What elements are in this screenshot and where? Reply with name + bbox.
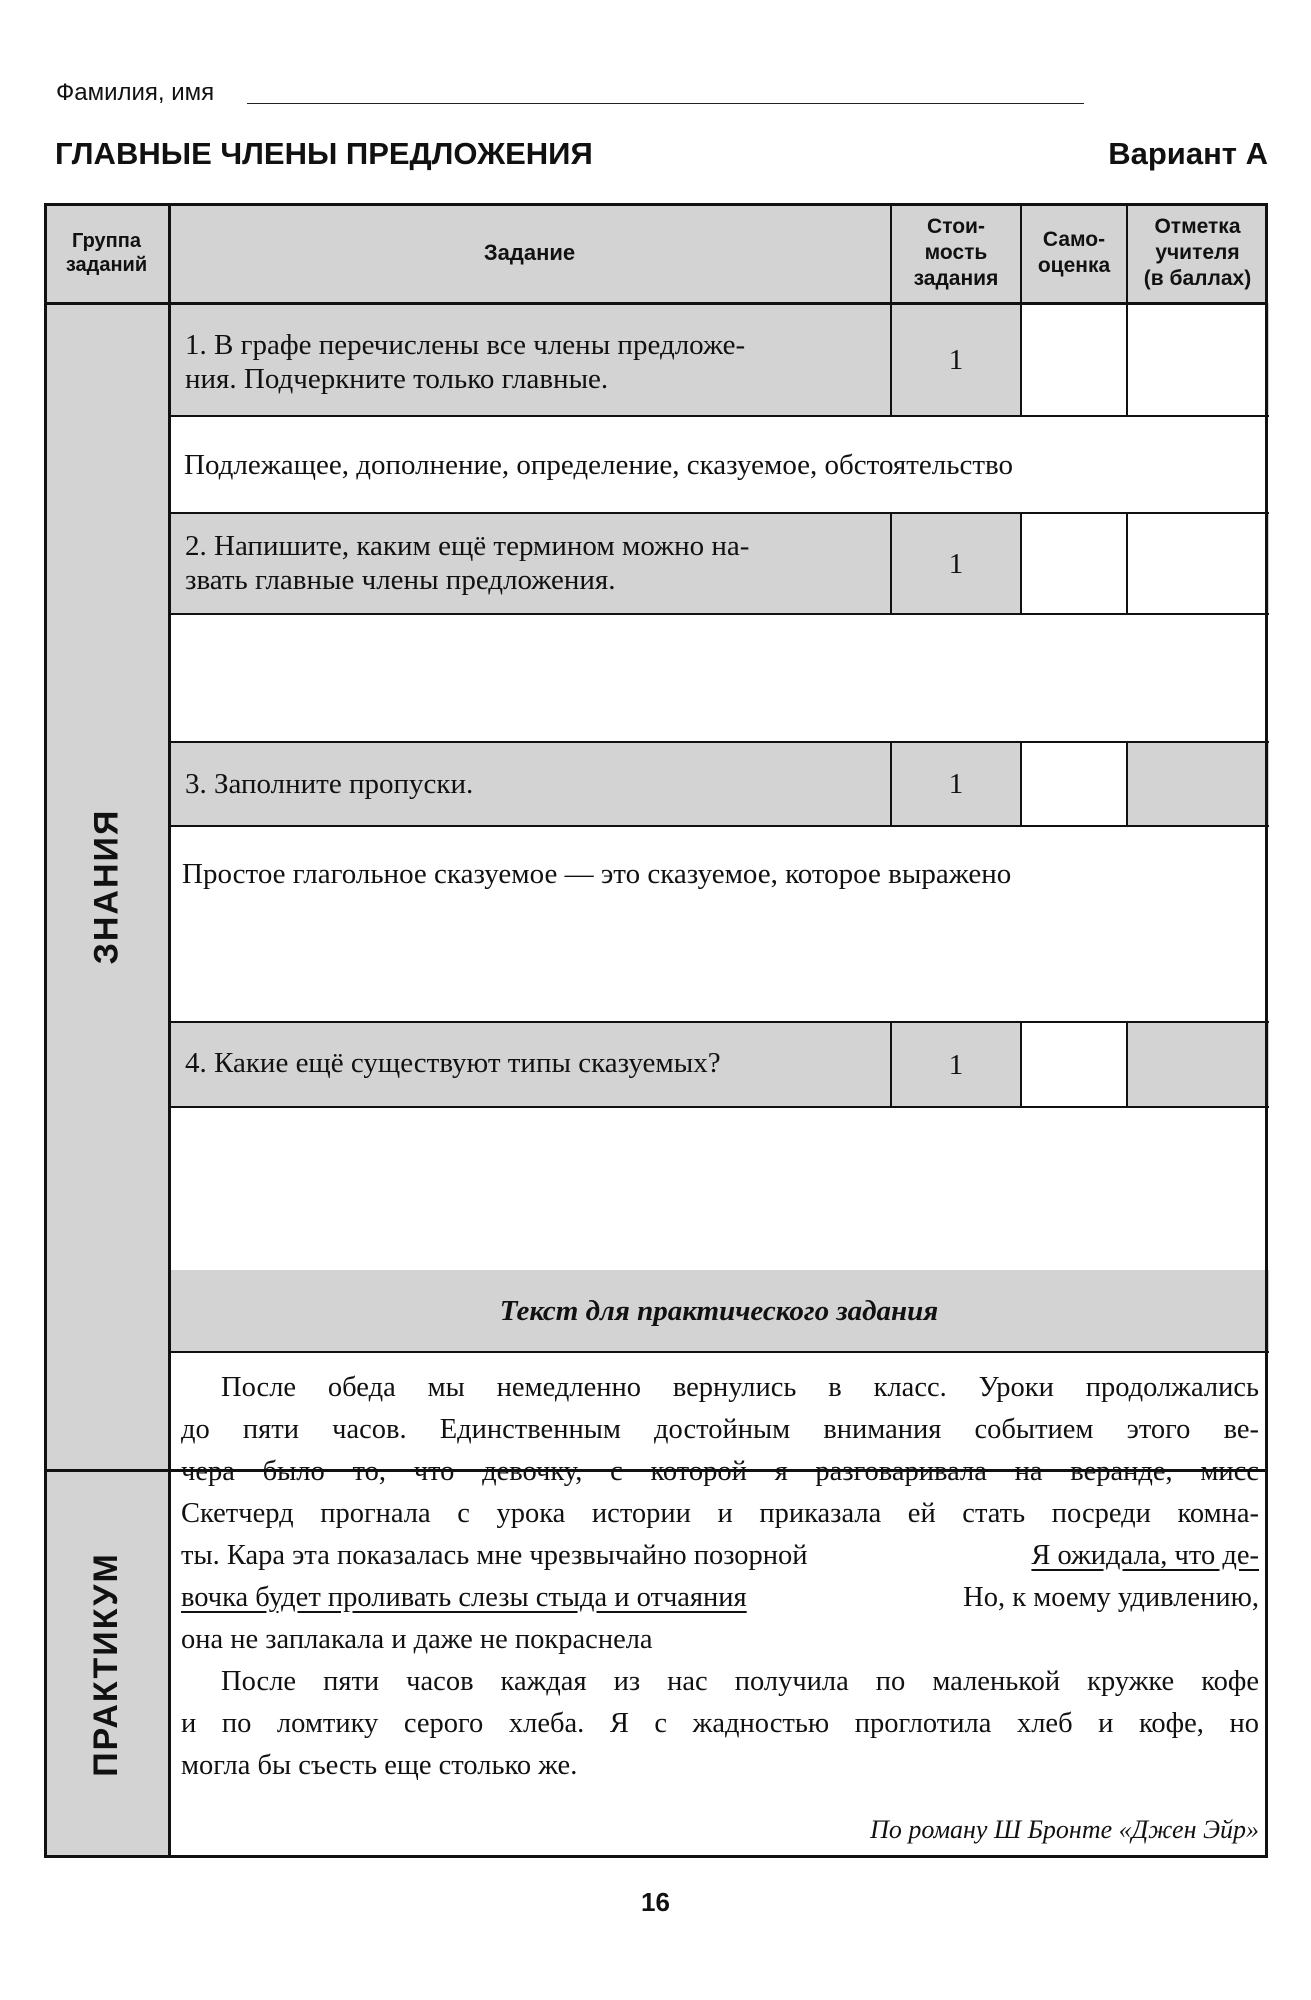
col-line [1126,303,1128,416]
task4-text [185,1046,885,1080]
practice-line [181,1367,1259,1409]
task1-content[interactable]: Подлежащее, дополнение, определение, сказуемое, обстоятельство [184,449,1014,481]
header-group-line: Группа [72,230,141,252]
col-line [1126,513,1128,614]
practice-line [181,1409,1259,1451]
header-task: Задание [483,240,576,265]
practice-text-segment: Но, к моему удивлению, [963,1582,1259,1613]
group-label-knowledge: ЗНАНИЯ [87,808,125,965]
practice-line [181,1451,1259,1493]
group-label-practicum-cell [44,1470,169,1858]
task1-line: 1. В графе перечислены все члены предложе- [185,329,746,361]
practice-text-segment: Скетчерд прогнала с урока истории и приказала ей стать посреди комна- [181,1498,1259,1529]
group-label-practicum: ПРАКТИКУМ [87,1551,125,1777]
practice-line [181,1535,1259,1577]
task4-cost: 1 [948,1048,964,1081]
underlined-sentence: Я ожидала, что де- [1031,1540,1259,1571]
header-teacher-line: Отметка [1154,215,1241,238]
task3-cost: 1 [948,768,964,800]
practice-text-segment: ты. Кара эта показалась мне чрезвычайно позорной [181,1540,808,1571]
page-title: ГЛАВНЫЕ ЧЛЕНЫ ПРЕДЛОЖЕНИЯ [55,136,593,171]
practice-line [181,1619,1259,1661]
col-line [1126,1022,1128,1107]
header-teacher-line: учителя [1155,241,1240,264]
group-label-knowledge-cell [44,303,169,1470]
practice-line [181,1493,1259,1535]
header-teacher [1127,203,1268,303]
task4-bottom-border [169,1106,1269,1108]
task4-top-border [169,1021,1269,1023]
task2-line: 2. Напишите, каким ещё термином можно на- [185,530,750,562]
practice-line [181,1745,1259,1787]
header-cost-line: Стои- [927,215,985,238]
variant-label: Вариант А [1108,136,1268,171]
header-cost-line: задания [913,267,999,290]
practice-text [181,1367,1259,1787]
practice-text-segment: После пяти часов каждая из нас получила по маленькой кружке кофе [221,1666,1259,1697]
page-number: 16 [641,1887,670,1917]
task3-line: 3. Заполните пропуски. [185,768,474,800]
header-cost [891,203,1021,303]
name-line[interactable] [247,103,1084,104]
name-label: Фамилия, имя [56,79,215,106]
practice-source: По роману Ш Бронте «Джен Эйр» [870,1815,1259,1844]
practice-text-segment: После обеда мы немедленно вернулись в класс. Уроки продолжались [221,1372,1259,1403]
task3-bottom-border [169,825,1269,827]
col-line [1126,742,1128,826]
task2-top-border [169,512,1269,514]
task2-cost: 1 [948,547,964,580]
practice-text-segment: и по ломтику серого хлеба. Я с жадностью проглотила хлеб и кофе, но [181,1708,1259,1739]
header-teacher-line: (в баллах) [1143,267,1252,290]
practice-text-segment: она не заплакала и даже не покраснела [181,1624,653,1655]
task1-top-border [169,415,1269,417]
practice-text-segment: до пяти часов. Единственным достойным внимания событием этого ве- [181,1414,1259,1445]
assessment-table [44,203,1268,1858]
practice-title: Текст для практического задания [499,1294,939,1327]
header-cost-line: мость [924,241,988,264]
task2-text [185,529,885,597]
header-group [44,203,169,303]
header-group-line: заданий [65,254,148,276]
underlined-sentence: вочка будет проливать слезы стыда и отчаяния [181,1582,747,1613]
header-self [1021,203,1127,303]
practice-text-segment: могла бы съесть еще столько же. [181,1750,578,1781]
practice-text-segment: чера было то, что девочку, с которой я разговаривала на веранде, мисс [181,1456,1259,1487]
practice-line [181,1703,1259,1745]
task2-line: звать главные члены предложения. [185,564,616,596]
task3-content[interactable]: Простое глагольное сказуемое — это сказуемое, которое выражено [182,858,1012,890]
header-self-line: оценка [1037,254,1111,277]
practice-line [181,1661,1259,1703]
task1-text [185,328,885,396]
practice-line [181,1577,1259,1619]
task4-line: 4. Какие ещё существуют типы сказуемых? [185,1047,721,1079]
header-self-line: Само- [1042,228,1106,251]
task1-cost: 1 [948,343,964,376]
task1-line: ния. Подчеркните только главные. [185,363,609,395]
task2-bottom-border [169,613,1269,615]
task3-text [185,767,885,801]
task3-top-border [169,741,1269,743]
